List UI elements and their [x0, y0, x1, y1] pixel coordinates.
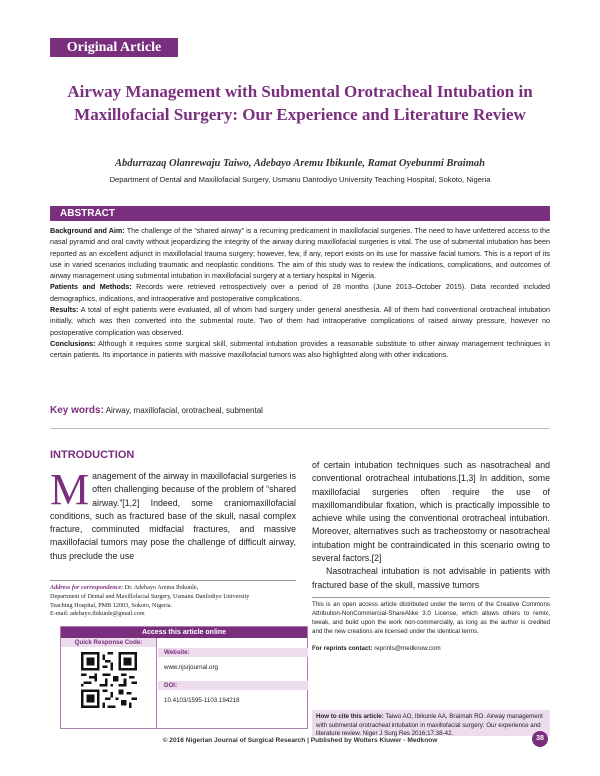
abstract-conclusions	[50, 338, 550, 361]
reprints-email[interactable]: reprints@medknow.com	[372, 645, 441, 652]
correspondence-line-3: Teaching Hospital, PMB 12003, Sokoto, Nigeria.	[50, 601, 173, 609]
abstract-divider	[50, 428, 550, 429]
page-footer: © 2016 Nigerian Journal of Surgical Research | Published by Wolters Kluwer - Medknow	[162, 737, 438, 744]
abstract-background	[50, 225, 550, 281]
results-text: A total of eight patients were evaluated, all of whom had surgery under general anesthesia. All of them had conventional orotracheal intubation initially, which was then converted into the submental route. Two of them had intraoperative complications of raised airway pressure, however no postoperative complication was observed.	[50, 305, 550, 337]
article-title: Airway Management with Submental Orotracheal Intubation in Maxillofacial Surgery: Our Experience and Literature Review	[67, 82, 533, 124]
qr-column	[61, 638, 157, 728]
article-type-badge: Original Article	[50, 38, 178, 57]
doi-label: DOI:	[158, 681, 308, 690]
introduction-left-text: anagement of the airway in maxillofacial surgeries is often challenging because of the problem of “shared airway.”[1,2] Indeed, some craniomaxillofacial conditions, such as fractured base of the skull, nasal complex fracture, comminuted midfacial fractures, and massive maxillofacial tumors may pose the challenge of difficult airway, thus preclude the use	[50, 471, 296, 561]
abstract-results	[50, 304, 550, 338]
reprints-contact	[312, 645, 441, 652]
article-info-column	[158, 638, 308, 728]
affiliation: Department of Dental and Maxillofacial Surgery, Usmanu Dantodiyo University Teaching Hospital, Sokoto, Nigeria	[109, 175, 491, 184]
abstract-heading: ABSTRACT	[50, 206, 550, 221]
citation-label: How to cite this article:	[316, 713, 384, 720]
license-text: This is an open access article distributed under the terms of the Creative Commons Attribution-NonCommercial-ShareAlike 3.0 License, which allows others to remix, tweak, and build upon the work non-commercially, as long as the author is credited and the new creations are licensed under the identical terms.	[312, 597, 550, 637]
citation-text: Taiwo AO, Ibikunle AA, Braimah RO. Airway management with submental orotracheal intubation in maxillofacial surgery: Our experience and literature review. Niger J Surg Res 2016;17:38-42.	[316, 713, 543, 738]
methods-label: Patients and Methods:	[50, 282, 132, 292]
correspondence-block	[50, 580, 296, 619]
background-text: The challenge of the “shared airway” is a recurring predicament in maxillofacial surgeries. The need to have unfettered access to the nasal pyramid and oral cavity without jeopardizing the integrity of the airway during maxillofacial surgeries is vital. The use of submental intubation has been reported as an excellent adjunct in maxillofacial trauma surgery; however, few, if any, report exists on its use for massive facial tumors. This is a report of its use in varied scenarios including traumatic and neoplastic conditions. The aim of this study was to review the indications, complications, and outcomes of airway management using submental intubation in maxillofacial surgery at a tertiary hospital in Nigeria.	[50, 226, 550, 281]
page-number: 38	[532, 731, 548, 747]
correspondence-line-2: Department of Dental and Maxillofacial Surgery, Usmanu Danfodiyo University	[50, 592, 250, 600]
website-label: Website:	[158, 648, 308, 657]
conclusions-label: Conclusions:	[50, 338, 96, 348]
methods-text: Records were retrieved retrospectively over a period of 28 months (June 2013–October 2015). Data recorded included demographics, indications, and intraoperative and postoperative complications.	[50, 282, 550, 303]
access-online-box	[60, 626, 308, 729]
correspondence-label: Address for correspondence:	[50, 584, 124, 591]
conclusions-text: Although it requires some surgical skill, submental intubation provides a reasonable substitute to other airway management techniques in certain patients. Its importance in patients with massive maxillofacial tumors was also highlighted along with other indications.	[50, 338, 550, 360]
abstract-body	[50, 225, 550, 361]
citation-box	[312, 710, 550, 736]
keywords-text: Airway, maxillofacial, orotracheal, submental	[103, 406, 263, 415]
abstract-methods	[50, 281, 550, 304]
website-link[interactable]: www.njsrjournal.org	[164, 664, 218, 671]
background-label: Background and Aim:	[50, 226, 125, 235]
correspondence-name: Dr. Adebayo Aremu Ibikunle,	[123, 584, 199, 591]
introduction-right-paragraph-1: of certain intubation techniques such as nasotracheal and conventional orotracheal intubations.[1,3] In addition, some maxillofacial surgeries often require the use of maxillomandibular fixation, which is practically impossible to achieve while using the conventional orotracheal intubation. Moreover, alternatives such as tracheostomy or nasotracheal intubation might be contraindicated in this scenario owing to several factors.[2]	[312, 460, 550, 564]
access-heading: Access this article online	[61, 627, 307, 638]
introduction-right-column	[312, 459, 550, 592]
doi-link[interactable]: 10.4103/1595-1103.194218	[164, 697, 240, 704]
keywords	[50, 405, 550, 416]
introduction-right-paragraph-2: Nasotracheal intubation is not advisable in patients with fractured base of the skull, massive tumors	[312, 566, 550, 590]
authors: Abdurrazaq Olanrewaju Taiwo, Adebayo Aremu Ibikunle, Ramat Oyebunmi Braimah	[115, 158, 485, 169]
correspondence-email: E-mail: adebayo.ibikunle@gmail.com	[50, 610, 145, 618]
introduction-left-column	[50, 465, 296, 563]
results-label: Results:	[50, 305, 79, 315]
qr-code-icon[interactable]	[81, 652, 137, 708]
keywords-label: Key words:	[50, 405, 104, 416]
drop-cap: M	[50, 465, 90, 514]
introduction-heading: INTRODUCTION	[50, 449, 135, 461]
reprints-label: For reprints contact:	[312, 645, 373, 652]
qr-label: Quick Response Code:	[61, 638, 156, 647]
